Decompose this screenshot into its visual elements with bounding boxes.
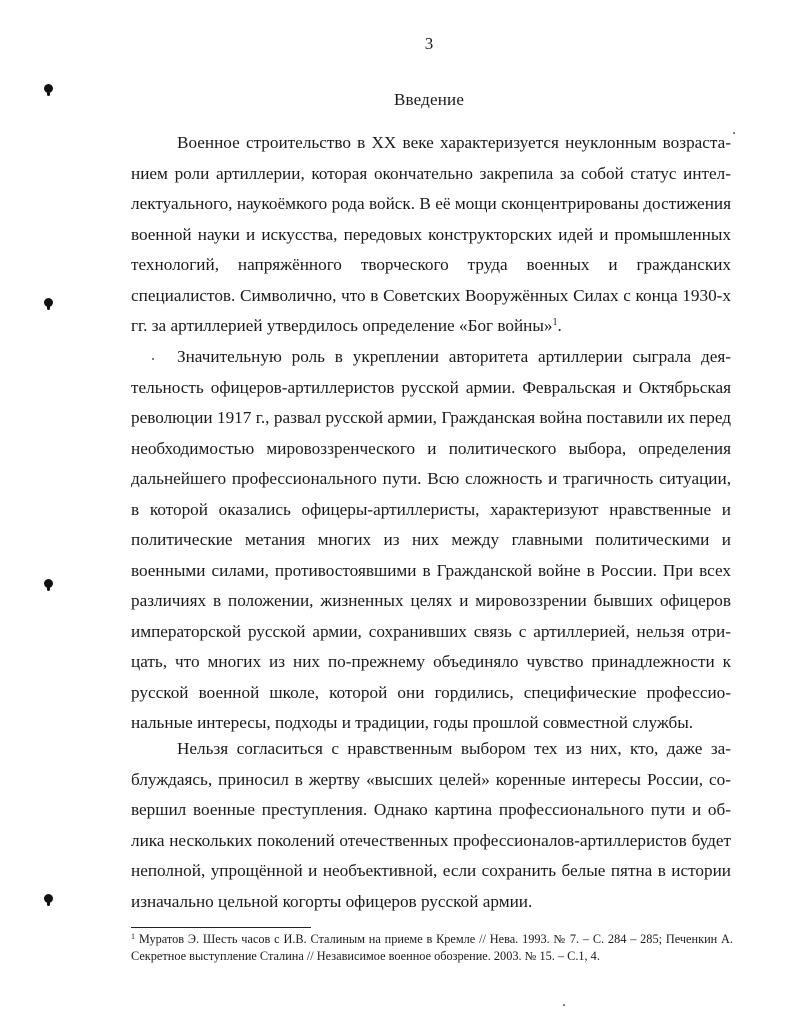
binder-hole-mark [44,579,53,588]
page-title: Введение [393,90,465,109]
footnote-marker: 1 [131,932,135,941]
paragraph [131,128,731,342]
footnote-text: Муратов Э. Шесть часов с И.В. Сталиным на приеме в Кремле // Нева. 1993. № 7. – С. 284 – 285; Печенкин А. Секретное выступление Сталина // Независимое военное обозрение. 2003. № 15. – С.1, 4. [131,932,733,963]
paragraph-text: Военное строительство в XX веке характеризуется неуклонным возрастанием роли артиллерии, которая окончательно закрепила за собой статус интеллектуального, наукоёмкого рода войск. В её мощи сконцентрированы достижения военной науки и искусства, передовых конструкторских идей и промышленных технологий, напряжённого творческого труда военных и гражданских специалистов. Символично, что в Советских Вооружённых Силах с конца 1930-х гг. за артиллерией утвердилось определение «Бог войны» [131,133,731,335]
paragraph-end-punct: . [557,316,562,335]
paragraph: Нельзя согласиться с нравственным выбором тех из них, кто, даже заблуждаясь, приносил в жертву «высших целей» коренные интересы России, совершил военные преступления. Однако картина профессионального пути и облика нескольких поколений отечественных профессионалов-артиллеристов будет неполной, упрощённой и необъективной, если сохранить белые пятна в истории изначально цельной когорты офицеров русской армии. [131,739,731,911]
footnote [131,931,733,965]
paragraph: Значительную роль в укреплении авторитета артиллерии сыграла деятельность офицеров-артиллеристов русской армии. Февральская и Октябрьская революции 1917 г., развал русской армии, Гражданская война поставили их перед необходимостью мировоззренческого и политического выбора, определения дальнейшего профессионального пути. Всю сложность и трагичность ситуации, в которой оказались офицеры-артиллеристы, характеризуют нравственные и политические метания многих из них между главными политическими и военными силами, противостоявшими в Гражданской войне в России. При всех различиях в положении, жизненных целях и мировоззрении бывших офицеров императорской русской армии, сохранивших связь с артиллерией, нельзя отрицать, что многих из них по-прежнему объединяло чувство принадлежности к русской военной школе, которой они гордились, специфические профессиональные интересы, подходы и традиции, годы прошлой совместной службы. [131,347,731,732]
footnote-reference: 1 [552,317,558,328]
page-number: 3 [424,34,434,53]
scan-speck [733,132,735,134]
scan-speck [563,1004,565,1006]
binder-hole-mark [44,298,53,307]
binder-hole-mark [44,894,53,903]
footnote-divider [131,927,311,928]
